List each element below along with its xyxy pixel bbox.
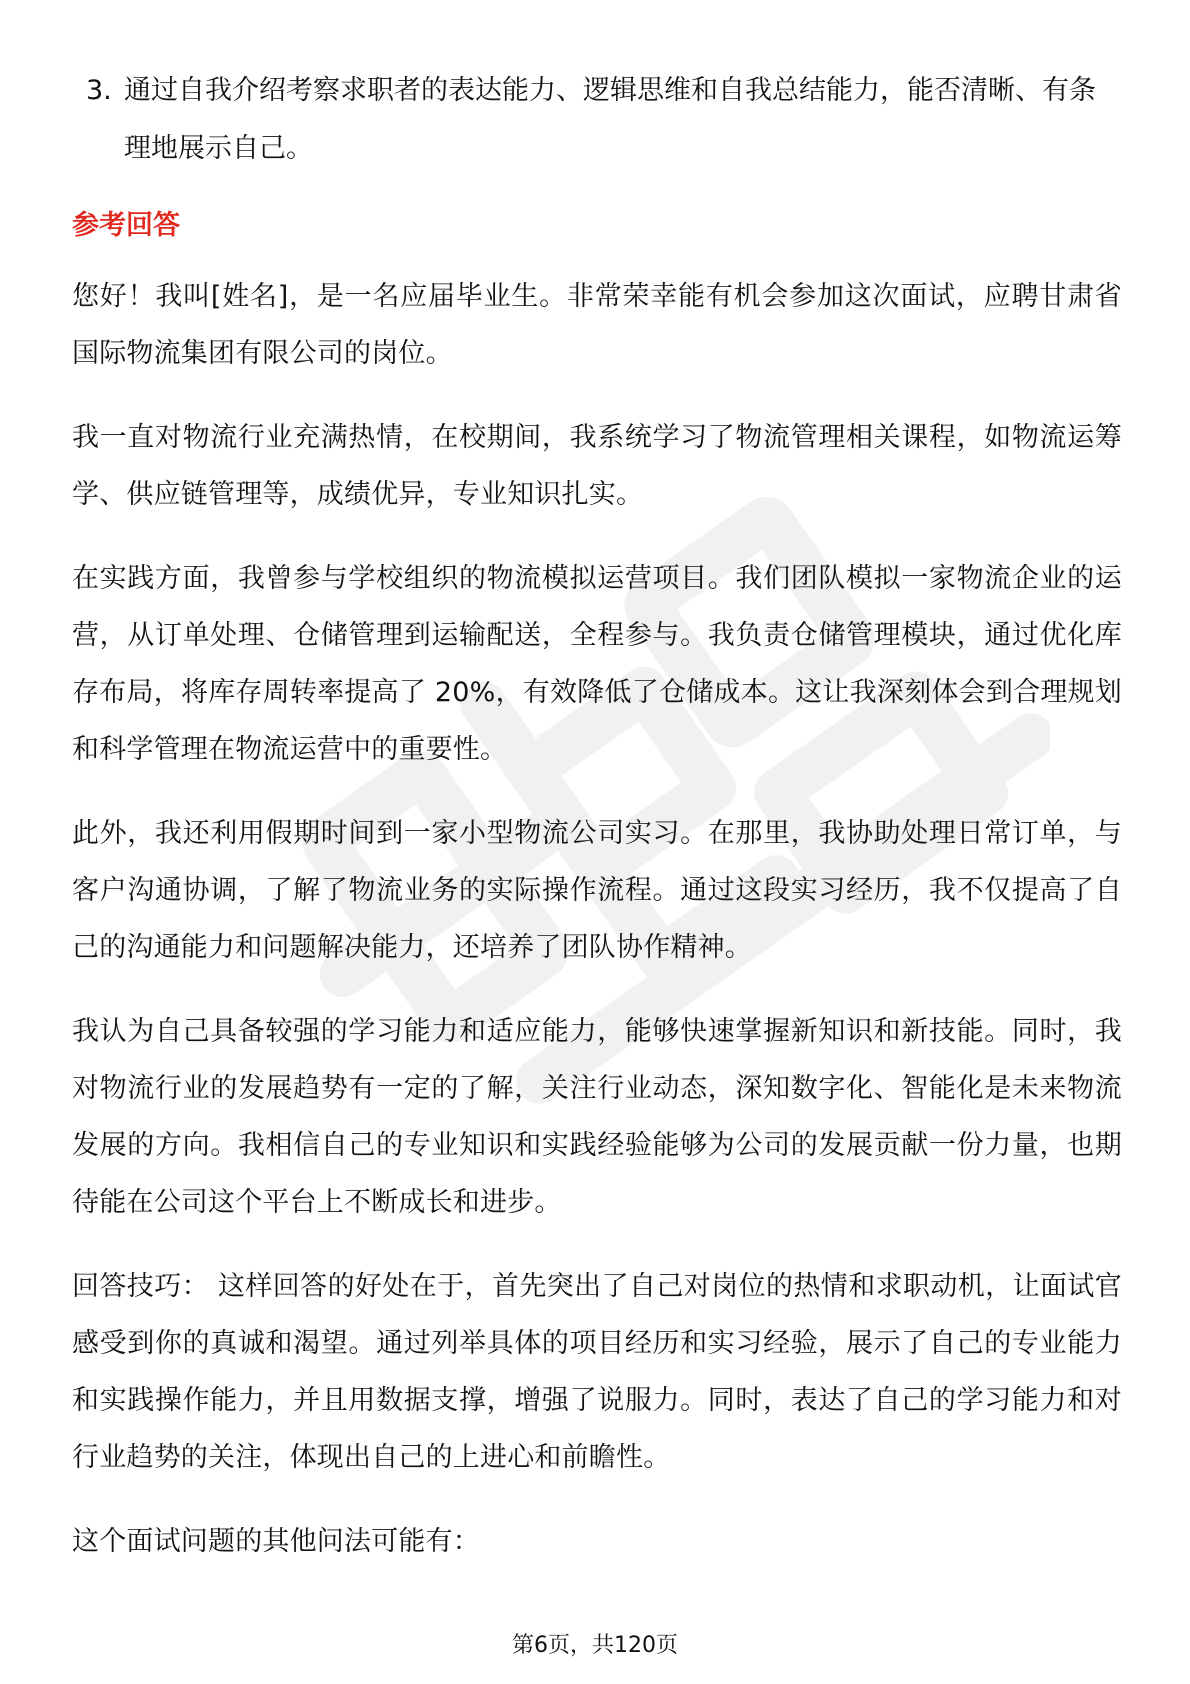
page-content xyxy=(72,62,1122,1597)
paragraph-passion: 我一直对物流行业充满热情，在校期间，我系统学习了物流管理相关课程，如物流运筹学、供应链管理等，成绩优异，专业知识扎实。 xyxy=(72,422,1122,510)
list-text: 通过自我介绍考察求职者的表达能力、逻辑思维和自我总结能力，能否清晰、有条理地展示自己。 xyxy=(124,75,1096,164)
paragraph-practice: 在实践方面，我曾参与学校组织的物流模拟运营项目。我们团队模拟一家物流企业的运营，从订单处理、仓储管理到运输配送，全程参与。我负责仓储管理模块，通过优化库存布局，将库存周转率提高了 20%，有效降低了仓储成本。这让我深刻体会到合理规划和科学管理在物流运营中的重要性。 xyxy=(72,563,1122,765)
paragraph-tips: 回答技巧： 这样回答的好处在于，首先突出了自己对岗位的热情和求职动机，让面试官感受到你的真诚和渴望。通过列举具体的项目经历和实习经验，展示了自己的专业能力和实践操作能力，并且用数据支撑，增强了说服力。同时，表达了自己的学习能力和对行业趋势的关注，体现出自己的上进心和前瞻性。 xyxy=(72,1271,1122,1473)
section-title: 参考回答 xyxy=(72,210,180,241)
paragraph-abilities: 我认为自己具备较强的学习能力和适应能力，能够快速掌握新知识和新技能。同时，我对物流行业的发展趋势有一定的了解，关注行业动态，深知数字化、智能化是未来物流发展的方向。我相信自己的专业知识和实践经验能够为公司的发展贡献一份力量，也期待能在公司这个平台上不断成长和进步。 xyxy=(72,1016,1122,1218)
paragraph-other-questions: 这个面试问题的其他问法可能有： xyxy=(72,1526,480,1557)
page-footer: 第6页，共120页 xyxy=(512,1633,678,1658)
paragraph-internship: 此外，我还利用假期时间到一家小型物流公司实习。在那里，我协助处理日常订单，与客户沟通协调，了解了物流业务的实际操作流程。通过这段实习经历，我不仅提高了自己的沟通能力和问题解决能力，还培养了团队协作精神。 xyxy=(72,818,1122,963)
list-number: 3. xyxy=(86,75,112,106)
paragraph-intro: 您好！我叫[姓名]，是一名应届毕业生。非常荣幸能有机会参加这次面试，应聘甘肃省国际物流集团有限公司的岗位。 xyxy=(72,281,1122,369)
list-item xyxy=(72,62,1122,178)
